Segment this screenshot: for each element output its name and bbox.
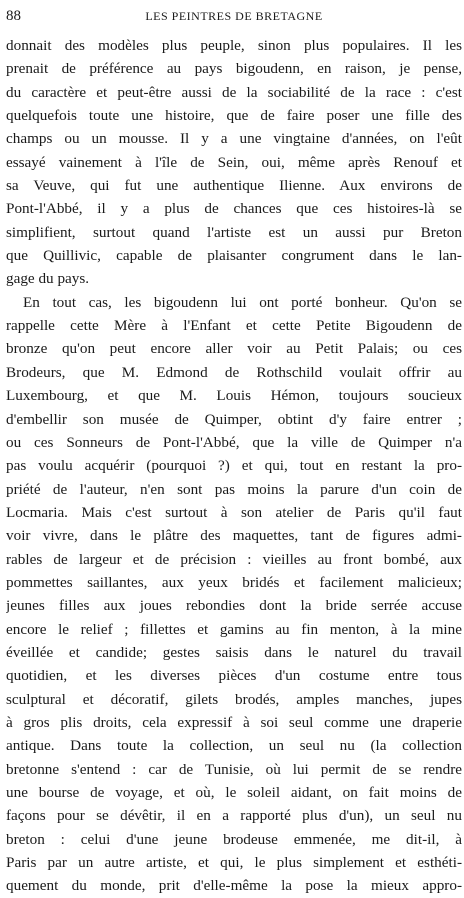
text-line: sa Veuve, qui fut une authentique Ilienne. Aux environs de bbox=[6, 177, 462, 195]
text-line: rappelle cette Mère à l'Enfant et cette Petite Bigoudenn de bbox=[6, 317, 462, 335]
text-line: ou ces Sonneurs de Pont-l'Abbé, que la ville de Quimper n'a bbox=[6, 433, 462, 451]
text-line: jeunes filles aux joues rebondies dont la bride serrée accuse bbox=[6, 597, 462, 615]
text-line: encore le relief ; fillettes et gamins au fin menton, à la mine bbox=[6, 620, 462, 638]
text-line: En tout cas, les bigoudenn lui ont porté bonheur. Qu'on se bbox=[23, 293, 462, 311]
text-line: quotidien, et les diverses pièces d'un costume entre tous bbox=[6, 667, 462, 685]
text-line: que Quillivic, capable de plaisanter congrument dans le lan- bbox=[6, 247, 462, 265]
text-line: sculptural et décoratif, gilets brodés, amples manches, jupes bbox=[6, 690, 462, 708]
text-line: gage du pays. bbox=[6, 270, 90, 288]
text-line: Luxembourg, et que M. Louis Hémon, toujours soucieux bbox=[6, 387, 462, 405]
text-line: Brodeurs, que M. Edmond de Rothschild voulait offrir au bbox=[6, 363, 462, 381]
text-line: rables de largeur et de précision : vieilles au front bombé, aux bbox=[6, 550, 462, 568]
text-line: priété de l'auteur, n'en sont pas moins la parure d'un coin de bbox=[6, 480, 462, 498]
text-line: donnait des modèles plus peuple, sinon plus populaires. Il les bbox=[6, 37, 462, 54]
text-line: d'embellir son musée de Quimper, obtint d'y faire entrer ; bbox=[6, 410, 462, 428]
text-line: du caractère et peut-être aussi de la sociabilité de la race : c'est bbox=[6, 83, 462, 101]
page-number: 88 bbox=[6, 8, 21, 24]
text-line: bronze qu'on peut encore aller voir au Petit Palais; ou ces bbox=[6, 340, 462, 358]
text-line: quelquefois toute une histoire, que de faire poser une fille des bbox=[6, 107, 462, 125]
text-line: voir vivre, dans le plâtre des maquettes, tant de figures admi- bbox=[6, 527, 462, 545]
text-line: éveillée et candide; gestes saisis dans le naturel du travail bbox=[6, 643, 462, 661]
text-line: champs ou un mousse. Il y a une vingtaine d'années, on l'eût bbox=[6, 130, 462, 148]
text-line: quement du monde, prit d'elle-même la pose la mieux appro- bbox=[6, 877, 462, 895]
running-head: LES PEINTRES DE BRETAGNE bbox=[145, 9, 323, 23]
text-line: Locmaria. Mais c'est surtout à son atelier de Paris qu'il faut bbox=[6, 503, 462, 521]
text-line: Paris par un autre artiste, et qui, le plus simplement et esthéti- bbox=[6, 854, 462, 872]
text-line: une bourse de voyage, et où, le soleil aidant, on fait moins de bbox=[6, 784, 462, 801]
text-line: bretonne s'entend : car de Tunisie, où lui permit de se rendre bbox=[6, 760, 462, 778]
text-line: Pont-l'Abbé, il y a plus de chances que ces histoires-là se bbox=[6, 200, 462, 218]
text-line: prenait de préférence au pays bigoudenn, en raison, je pense, bbox=[6, 60, 462, 78]
text-line: simplifient, surtout quand l'artiste est un aussi pur Breton bbox=[6, 223, 462, 241]
text-line: essayé vainement à l'île de Sein, oui, même après Renouf et bbox=[6, 153, 462, 171]
text-line: façons pour se dévêtir, il en a rapporté plus d'un), un seul nu bbox=[6, 807, 462, 825]
text-line: pommettes saillantes, aux yeux bridés et facilement malicieux; bbox=[6, 573, 462, 591]
page-header bbox=[6, 8, 462, 28]
text-line: à gros plis droits, cela expressif à soi seul comme une draperie bbox=[6, 713, 462, 731]
text-line: antique. Dans toute la collection, un seul nu (la collection bbox=[6, 737, 462, 755]
text-line: breton : celui d'une jeune brodeuse emmenée, me dit-il, à bbox=[6, 830, 462, 848]
text-line: pas voulu acquérir (pourquoi ?) et qui, tout en restant la pro- bbox=[6, 457, 462, 475]
body-text bbox=[6, 34, 462, 898]
